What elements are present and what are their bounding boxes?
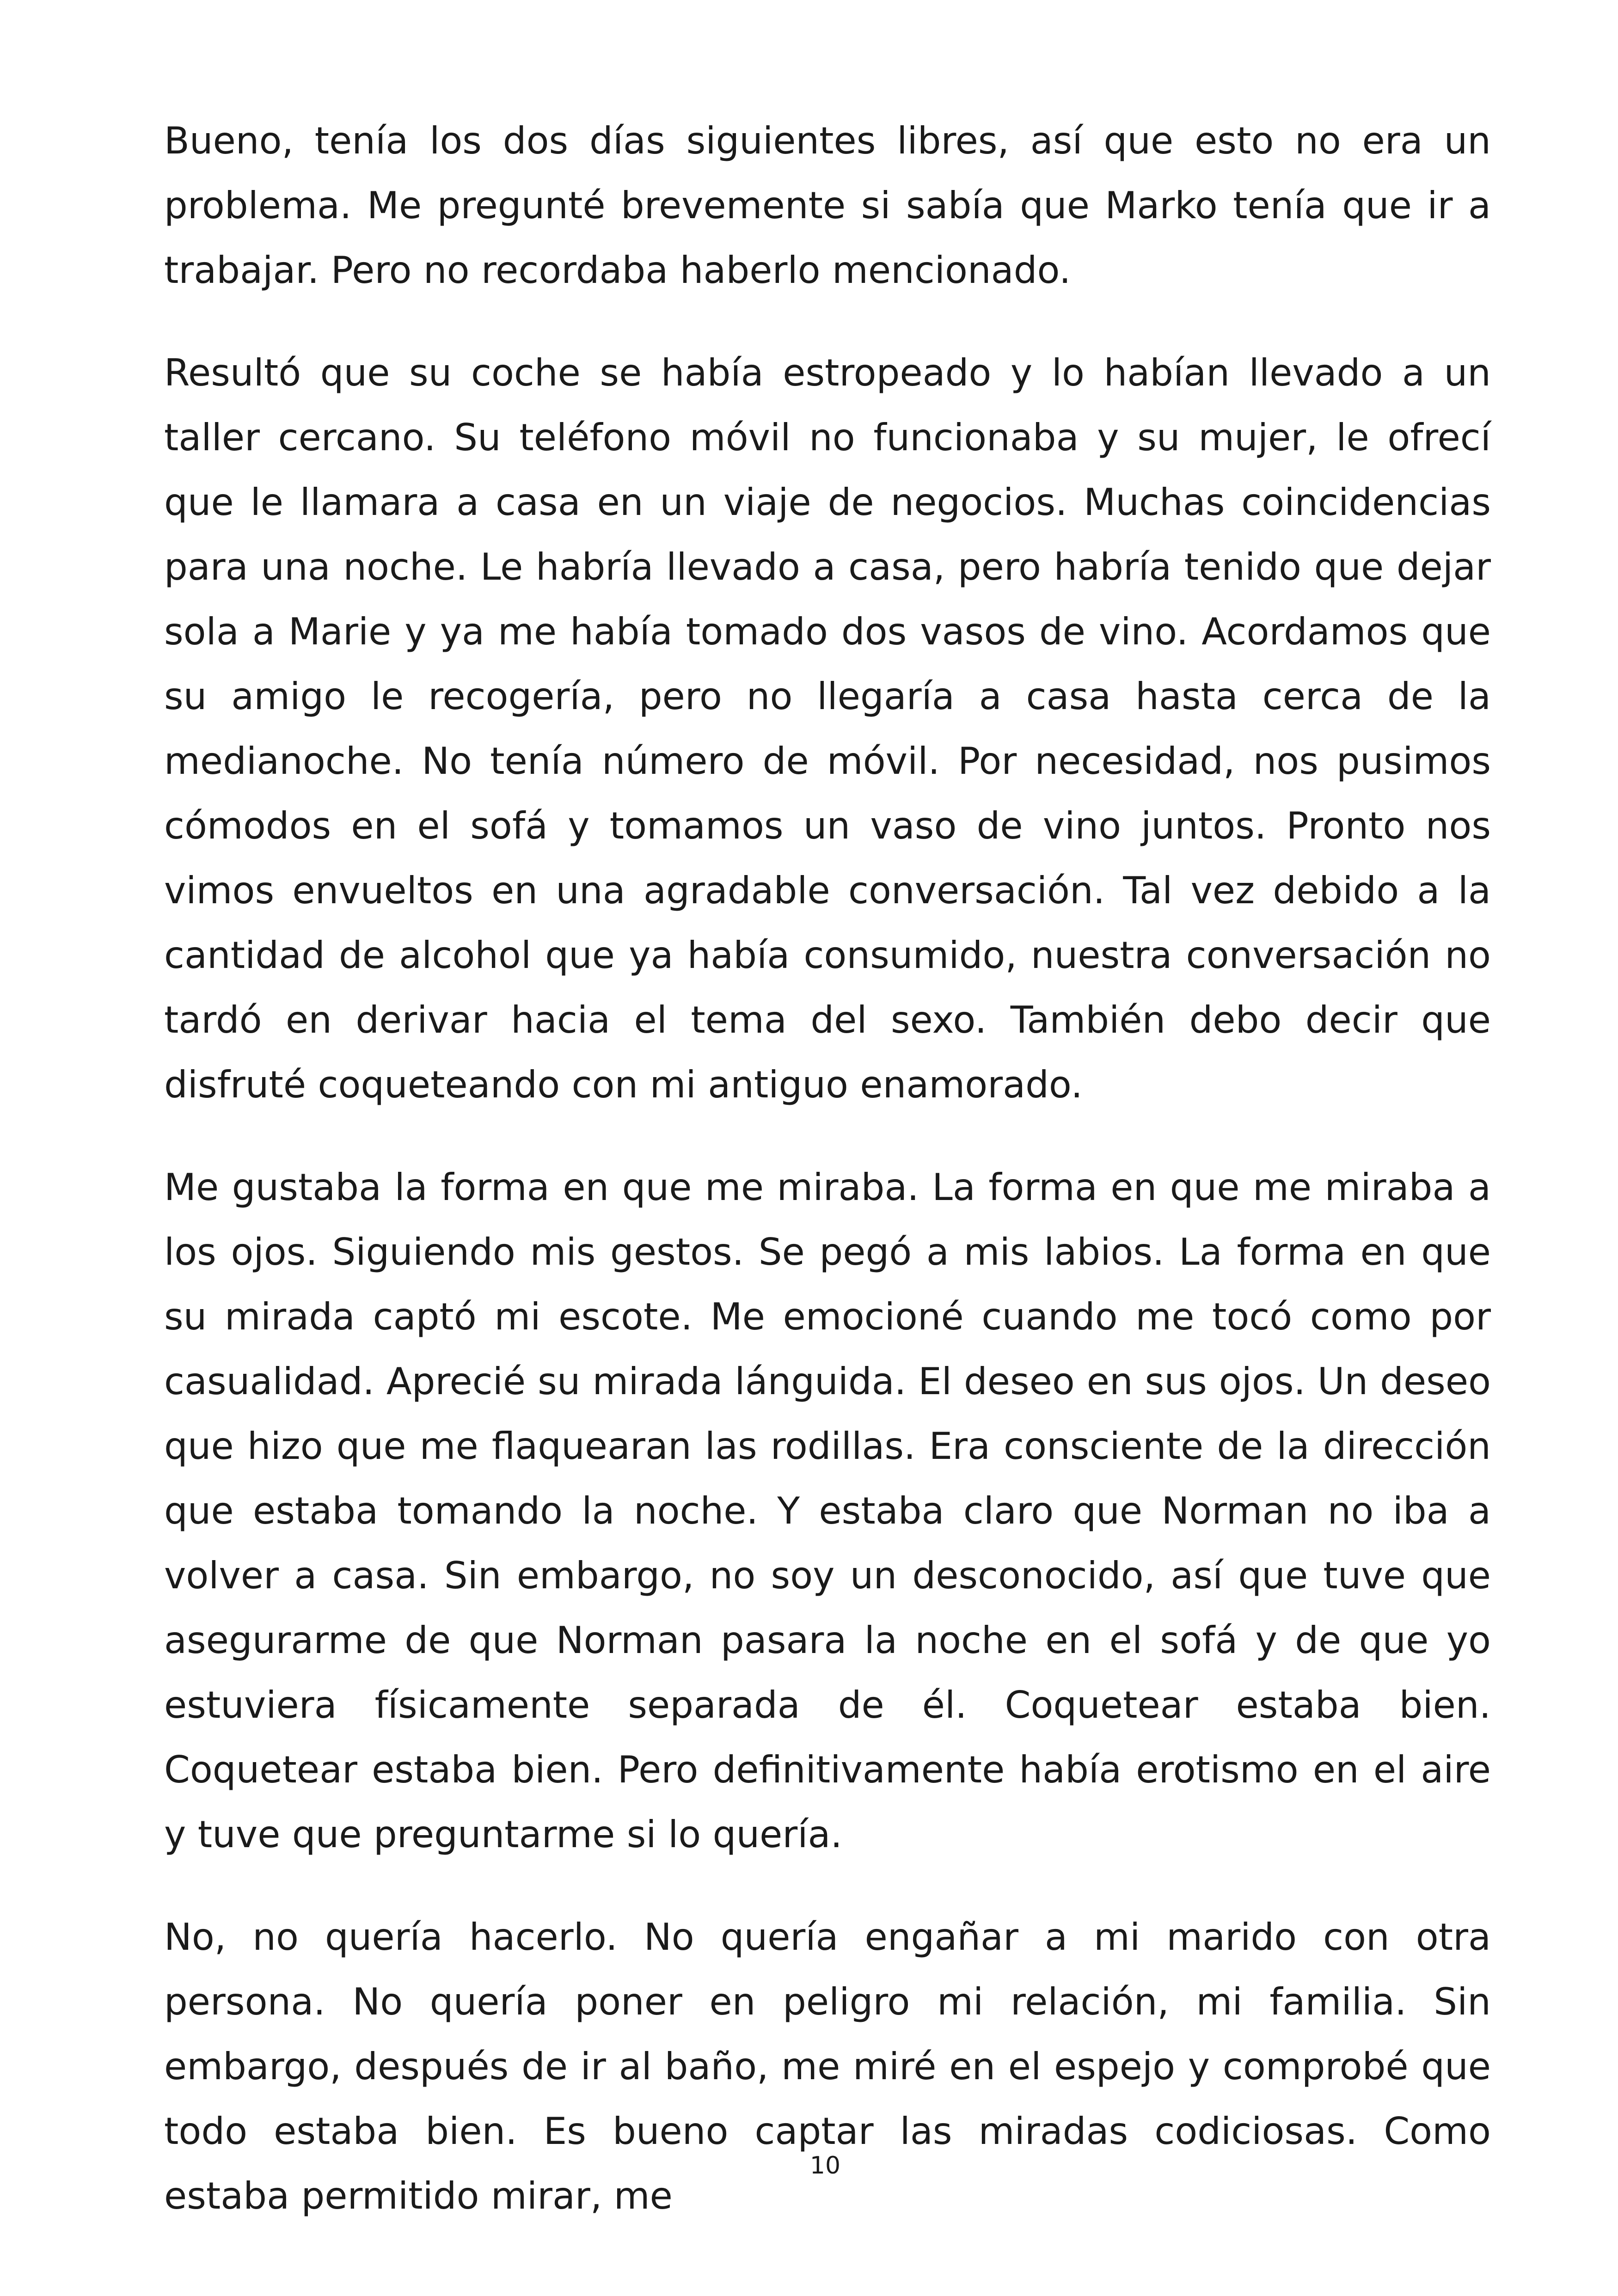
- body-text: [164, 109, 1491, 2229]
- paragraph-4: No, no quería hacerlo. No quería engañar a mi marido con otra persona. No quería poner en peligro mi relación, mi familia. Sin embargo, después de ir al baño, me miré en el espejo y comprobé que todo estaba bien. Es bueno captar las miradas codiciosas. Como estaba permitido mirar, me: [164, 1916, 1491, 2217]
- page-number: 10: [809, 2152, 841, 2180]
- paragraph-1: Bueno, tenía los dos días siguientes libres, así que esto no era un problema. Me pregunté brevemente si sabía que Marko tenía que ir a trabajar. Pero no recordaba haberlo mencionado.: [164, 119, 1491, 292]
- paragraph-3: Me gustaba la forma en que me miraba. La forma en que me miraba a los ojos. Siguiendo mis gestos. Se pegó a mis labios. La forma en que su mirada captó mi escote. Me emocioné cuando me tocó como por casualidad. Aprecié su mirada lánguida. El deseo en sus ojos. Un deseo que hizo que me flaquearan las rodillas. Era consciente de la dirección que estaba tomando la noche. Y estaba claro que Norman no iba a volver a casa. Sin embargo, no soy un desconocido, así que tuve que asegurarme de que Norman pasara la noche en el sofá y de que yo estuviera físicamente separada de él. Coquetear estaba bien. Coquetear estaba bien. Pero definitivamente había erotismo en el aire y tuve que preguntarme si lo quería.: [164, 1166, 1491, 1856]
- paragraph-2: Resultó que su coche se había estropeado y lo habían llevado a un taller cercano. Su teléfono móvil no funcionaba y su mujer, le ofrecí que le llamara a casa en un viaje de negocios. Muchas coincidencias para una noche. Le habría llevado a casa, pero habría tenido que dejar sola a Marie y ya me había tomado dos vasos de vino. Acordamos que su amigo le recogería, pero no llegaría a casa hasta cerca de la medianoche. No tenía número de móvil. Por necesidad, nos pusimos cómodos en el sofá y tomamos un vaso de vino juntos. Pronto nos vimos envueltos en una agradable conversación. Tal vez debido a la cantidad de alcohol que ya había consumido, nuestra conversación no tardó en derivar hacia el tema del sexo. También debo decir que disfruté coqueteando con mi antiguo enamorado.: [164, 351, 1491, 1106]
